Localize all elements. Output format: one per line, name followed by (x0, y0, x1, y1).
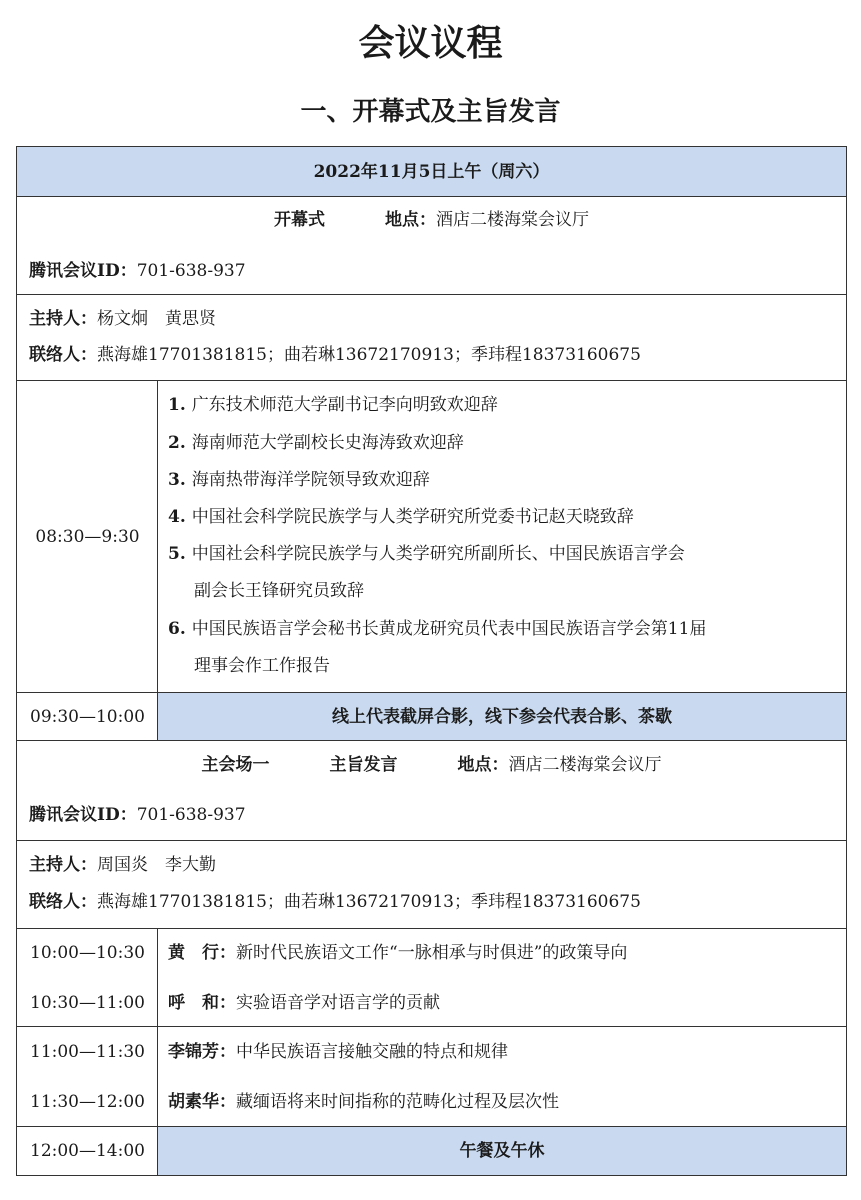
main-host-line (29, 853, 216, 877)
opening-time-cell (17, 381, 158, 692)
opening-location-label: 地点： (385, 210, 436, 230)
talk-speaker: 黄 行： (168, 943, 236, 963)
opening-contact-line (29, 343, 641, 367)
opening-session-line (17, 208, 846, 232)
talk-item (168, 991, 440, 1015)
main-meeting-id: 701-638-937 (136, 805, 246, 825)
lunch-time: 12:00—14:00 (30, 1141, 145, 1161)
talk-speaker: 呼 和： (168, 993, 236, 1013)
opening-meeting-id: 701-638-937 (136, 261, 246, 281)
talk-time: 11:00—11:30 (30, 1042, 145, 1062)
photo-break-time: 09:30—10:00 (30, 707, 145, 727)
opening-meeting-id-label: 腾讯会议ID： (29, 261, 137, 281)
talk-item (168, 941, 627, 965)
talks-block-2-list (158, 1027, 846, 1126)
talk-speaker: 李锦芳： (168, 1042, 236, 1062)
talk-title: 新时代民族语文工作“一脉相承与时俱进”的政策导向 (236, 943, 628, 963)
opening-speech-item: 3. 海南热带海洋学院领导致欢迎辞 (168, 470, 430, 490)
opening-contact-label: 联络人： (29, 345, 97, 365)
talk-time: 11:30—12:00 (30, 1092, 145, 1112)
opening-meeting-id-line (29, 259, 246, 283)
main-session-topic: 主旨发言 (329, 755, 398, 775)
opening-host: 杨文炯 黄思贤 (97, 309, 216, 329)
talk-time: 10:30—11:00 (30, 993, 145, 1013)
opening-speech-item-cont: 理事会作工作报告 (194, 656, 330, 676)
opening-host-row (17, 295, 846, 381)
main-meeting-id-line (29, 803, 246, 827)
main-session-location: 酒店二楼海棠会议厅 (508, 755, 662, 775)
photo-break-row (17, 693, 846, 741)
main-session-venue: 主会场一 (201, 755, 270, 775)
opening-speeches-row (17, 381, 846, 693)
talks-block-2-times (17, 1027, 158, 1126)
opening-time: 08:30—9:30 (35, 527, 140, 547)
main-meeting-id-label: 腾讯会议ID： (29, 805, 137, 825)
opening-host-label: 主持人： (29, 309, 97, 329)
page-title: 会议议程 (358, 23, 503, 64)
date-header: 2022年11月5日上午（周六） (313, 162, 550, 182)
opening-speech-list (158, 381, 846, 692)
lunch-cell (158, 1127, 846, 1175)
lunch-time-cell (17, 1127, 158, 1175)
talk-item (168, 1090, 559, 1114)
main-contact: 燕海雄17701381815；曲若琳13672170913；季玮程18373160675 (97, 892, 641, 912)
main-session-location-label: 地点： (457, 755, 509, 775)
lunch-row (17, 1127, 846, 1175)
talk-title: 中华民族语言接触交融的特点和规律 (236, 1042, 508, 1062)
talks-block-1-list (158, 929, 846, 1026)
talk-speaker: 胡素华： (168, 1092, 236, 1112)
opening-session-name: 开幕式 (274, 210, 325, 230)
photo-break-cell (158, 693, 846, 740)
photo-break-text: 线上代表截屏合影，线下参会代表合影、茶歇 (332, 707, 672, 727)
opening-speech-item: 5. 中国社会科学院民族学与人类学研究所副所长、中国民族语言学会 (168, 544, 685, 564)
opening-speech-item: 6. 中国民族语言学会秘书长黄成龙研究员代表中国民族语言学会第11届 (168, 619, 707, 639)
talks-block-1-times (17, 929, 158, 1026)
talk-title: 实验语音学对语言学的贡献 (236, 993, 440, 1013)
opening-contact: 燕海雄17701381815；曲若琳13672170913；季玮程18373160675 (97, 345, 641, 365)
main-session-info-row (17, 741, 846, 841)
talks-block-2 (17, 1027, 846, 1127)
opening-speech-item: 4. 中国社会科学院民族学与人类学研究所党委书记赵天晓致辞 (168, 507, 634, 527)
talk-time: 10:00—10:30 (30, 943, 145, 963)
main-session-line (17, 753, 846, 777)
talks-block-1 (17, 929, 846, 1027)
date-header-row (17, 147, 846, 197)
opening-location: 酒店二楼海棠会议厅 (436, 210, 589, 230)
lunch-text: 午餐及午休 (459, 1141, 545, 1161)
talk-item (168, 1040, 508, 1064)
opening-host-line (29, 307, 216, 331)
main-host-row (17, 841, 846, 929)
main-host-label: 主持人： (29, 855, 97, 875)
photo-break-time-cell (17, 693, 158, 740)
talk-title: 藏缅语将来时间指称的范畴化过程及层次性 (236, 1092, 559, 1112)
opening-info-row (17, 197, 846, 295)
section-title: 一、开幕式及主旨发言 (300, 97, 561, 127)
opening-speech-item: 1. 广东技术师范大学副书记李向明致欢迎辞 (168, 395, 498, 415)
agenda-table (16, 146, 847, 1176)
main-contact-label: 联络人： (29, 892, 97, 912)
opening-speech-item-cont: 副会长王锋研究员致辞 (194, 581, 364, 601)
main-contact-line (29, 890, 641, 914)
main-host: 周国炎 李大勤 (97, 855, 216, 875)
opening-speech-item: 2. 海南师范大学副校长史海涛致欢迎辞 (168, 433, 464, 453)
